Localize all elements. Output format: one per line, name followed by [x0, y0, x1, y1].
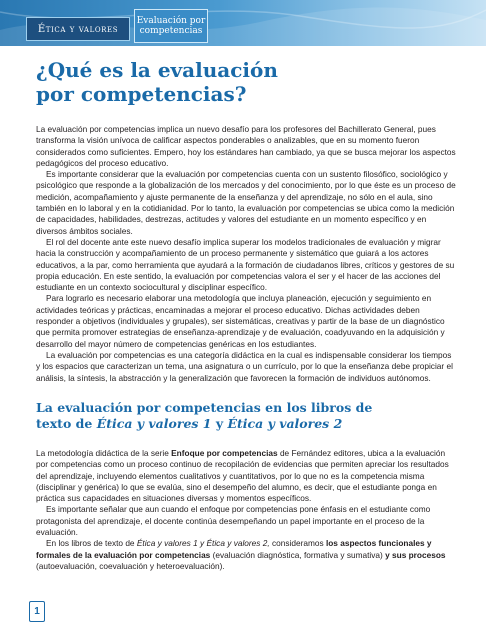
title-line-2: por competencias?	[36, 82, 247, 106]
text-run: consideramos	[269, 538, 326, 549]
intro-paragraph: El rol del docente ante este nuevo desafío implica superar los modelos tradicionales de evaluación y migrar hacia la construcción y acompañamiento de un proceso permanente y sistemático que guiará a los actores educativos, a la par, como herramienta que ayudará a la formación de ciudadanos libres, críticos y gestores de su propia educación. En este sentido, la evaluación por competencias valora el ser y el hacer de las acciones del estudiante en un contexto sociocultural y disciplinar específico.	[36, 236, 455, 293]
text-run: de Fernández editores, ubica a la evaluación por competencias como un proceso continuo de recopilación de evidencias que permiten apreciar los resultados del aprendizaje, incluyendo elementos cualitativos y cuantitativos, por lo que no es la competencia misma (disciplinar y genérica) lo que se evalúa, sino el desempeño del alumno, es decir, que el estudiante ponga en práctica sus capacidades en situaciones diversas y momentos específicos.	[36, 448, 449, 504]
text-run: La metodología didáctica de la serie	[36, 448, 172, 458]
book-titles-italic: Ética y valores 1 y Ética y valores 2,	[136, 538, 270, 549]
subtitle-book-1: Ética y valores 1	[96, 416, 212, 431]
badge-line-2: competencias	[139, 26, 203, 36]
intro-paragraph: La evaluación por competencias implica un nuevo desafío para los profesores del Bachillerato General, pues transforma la visión unívoca de calificar aspectos ponderables o analizables, que en su momento fueron considerados como suficientes. Empero, hoy los estándares han cambiado, ya que se busca mejorar los aspectos pedagógicos del proceso educativo.	[36, 124, 456, 168]
page-header	[0, 0, 486, 46]
evaluation-badge	[134, 9, 208, 43]
methodology-section	[36, 448, 456, 572]
title-line-1: ¿Qué es la evaluación	[36, 58, 278, 82]
methodology-paragraph-1	[36, 448, 456, 504]
series-label: Ética y valores	[26, 17, 130, 41]
subtitle-line-1: La evaluación por competencias en los libros de	[36, 400, 373, 415]
page-number: 1	[29, 601, 45, 622]
series-name-bold: Enfoque por competencias	[171, 448, 278, 458]
badge-line-1: Evaluación por	[136, 16, 206, 26]
intro-paragraph: Para lograrlo es necesario elaborar una metodología que incluya planeación, ejecución y seguimiento en actividades teóricas y prácticas, encaminadas a mejorar el proceso educativo. Dichas actividades deben responder a objetivos (individuales y grupales), ser sistemáticas, creativas y partir de la base de un diagnóstico que permita promover estrategias de enseñanza-aprendizaje y de evaluación, coadyuvando en la adquisición y desarrollo del mayor número de competencias genéricas en los estudiantes.	[36, 293, 445, 349]
intro-paragraph: La evaluación por competencias es una categoría didáctica en la cual es indispensable considerar los tiempos y los espacios que caracterizan un tema, una asignatura o un currículo, por lo que la enseñanza debe propiciar el análisis, la síntesis, la abstracción y la generalización que favorecen la formación de individuos autónomos.	[36, 349, 453, 383]
subtitle-book-2: Ética y valores 2	[227, 416, 343, 431]
subtitle-line-2-prefix: texto de	[36, 416, 97, 431]
methodology-paragraph-3	[36, 538, 456, 572]
text-run: (evaluación diagnóstica, formativa y sumativa)	[210, 549, 386, 560]
intro-paragraph: Es importante considerar que la evaluación por competencias cuenta con un sustento filosófico, sociológico y psicológico que responde a la globalización de los mercados y del conocimiento, por lo que éste es un proceso de medición, acompañamiento y ajuste permanente de la enseñanza y del aprendizaje, no sólo en el aula, sino también en lo laboral y en la cotidianidad. Por lo tanto, la evaluación por competencias se ubica como la medición de capacidades, habilidades, destrezas, actitudes y valores del estudiante en un momento específico y en diversos ámbitos sociales.	[36, 169, 456, 236]
aspects-bold: los aspectos funcionales y formales de la evaluación por competencias	[36, 538, 432, 560]
methodology-paragraph-2: Es importante señalar que aun cuando el enfoque por competencias pone énfasis en el estudiante como protagonista del aprendizaje, el docente continúa desempeñando un papel importante en el proceso de la evaluación.	[36, 504, 431, 538]
section-subtitle	[36, 400, 456, 432]
text-run: En los libros de texto de	[46, 538, 137, 549]
subtitle-connector: y	[211, 416, 228, 431]
text-run: (autoevaluación, coevaluación y heteroevaluación).	[36, 560, 225, 571]
page-title	[36, 58, 456, 106]
intro-section	[36, 124, 456, 384]
processes-bold: y sus procesos	[385, 549, 446, 560]
